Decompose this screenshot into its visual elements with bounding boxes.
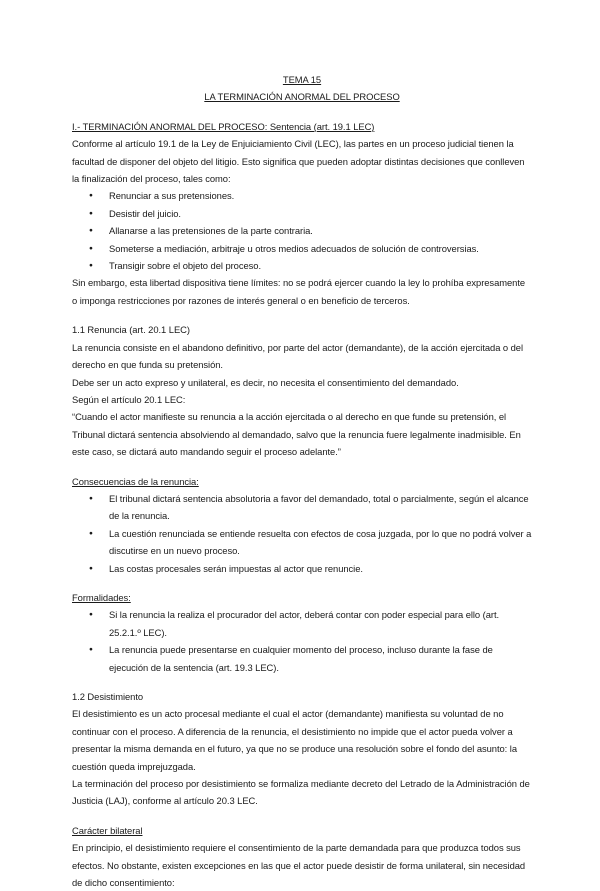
renuncia-character: Debe ser un acto expreso y unilateral, es decir, no necesita el consentimiento del demandado. (72, 376, 459, 388)
caracter-bilateral-heading: Carácter bilateral (72, 824, 143, 836)
list-item: ● Desistir del juicio. (72, 205, 532, 222)
section-1-heading: I.- TERMINACIÓN ANORMAL DEL PROCESO: Sentencia (art. 19.1 LEC) (72, 120, 375, 132)
formalidades-heading: Formalidades: (72, 591, 131, 603)
list-item: ● El tribunal dictará sentencia absolutoria a favor del demandado, total o parcialmente, según el alcance de la renuncia. (72, 490, 532, 525)
list-item: ● Las costas procesales serán impuestas al actor que renuncie. (72, 560, 532, 577)
list-item: ● Si la renuncia la realiza el procurador del actor, deberá contar con poder especial para ello (art. 25.2.1.º LEC). (72, 606, 532, 641)
list-item: ● Transigir sobre el objeto del proceso. (72, 257, 532, 274)
list-item: ● Renunciar a sus pretensiones. (72, 187, 532, 204)
consecuencias-list (72, 490, 532, 577)
list-item: ● Allanarse a las pretensiones de la parte contraria. (72, 222, 532, 239)
formalidades-list (72, 606, 532, 676)
caracter-bilateral-text: En principio, el desistimiento requiere el consentimiento de la parte demandada para que produzca todos sus efectos. No obstante, existen excepciones en las que el actor puede desistir de forma unilateral, sin necesidad de dicho consentimiento: (72, 842, 526, 889)
renuncia-heading: 1.1 Renuncia (art. 20.1 LEC) (72, 324, 190, 336)
list-item: ● La renuncia puede presentarse en cualquier momento del proceso, incluso durante la fase de ejecución de la sentencia (art. 19.3 LEC). (72, 641, 532, 676)
renuncia-definition: La renuncia consiste en el abandono definitivo, por parte del actor (demandante), de la acción ejercitada o del derecho en que funda su pretensión. (72, 341, 523, 371)
doc-subtitle: LA TERMINACIÓN ANORMAL DEL PROCESO (204, 91, 400, 103)
list-item: ● La cuestión renunciada se entiende resuelta con efectos de cosa juzgada, por lo que no podrá volver a discutirse en un nuevo proceso. (72, 525, 532, 560)
section-1-intro: Conforme al artículo 19.1 de la Ley de Enjuiciamiento Civil (LEC), las partes en un proceso judicial tienen la facultad de disponer del objeto del litigio. Esto significa que pueden adoptar distintas decisiones que conlleven la finalización del proceso, tales como: (72, 138, 525, 185)
document-body (72, 71, 532, 891)
list-item: ● Someterse a mediación, arbitraje u otros medios adecuados de solución de controversias. (72, 240, 532, 257)
section-1-closing: Sin embargo, esta libertad dispositiva tiene límites: no se podrá ejercer cuando la ley lo prohíba expresamente o imponga restricciones por razones de interés general o en beneficio de terceros. (72, 277, 526, 306)
desistimiento-heading: 1.2 Desistimiento (72, 691, 144, 702)
renuncia-article-intro: Según el artículo 20.1 LEC: (72, 393, 186, 405)
desistimiento-formalization: La terminación del proceso por desistimiento se formaliza mediante decreto del Letrado de la Administración de Justicia (LAJ), conforme al artículo 20.3 LEC. (72, 778, 530, 807)
renuncia-quote: “Cuando el actor manifieste su renuncia a la acción ejercitada o al derecho en que funde su pretensión, el Tribunal dictará sentencia absolviendo al demandado, salvo que la renuncia fuere legalmente inadmisible. En este caso, se dictará auto mandando seguir el proceso adelante.” (72, 411, 521, 458)
desistimiento-definition: El desistimiento es un acto procesal mediante el cual el actor (demandante) manifiesta su voluntad de no continuar con el proceso. A diferencia de la renuncia, el desistimiento no impide que el actor pueda volver a presentar la misma demanda en el futuro, ya que no se produce una resolución sobre el fondo del asunto: la cuestión queda imprejuzgada. (72, 708, 517, 772)
consecuencias-heading: Consecuencias de la renuncia: (72, 475, 199, 487)
doc-title: TEMA 15 (282, 74, 322, 85)
section-1-list (72, 187, 532, 274)
